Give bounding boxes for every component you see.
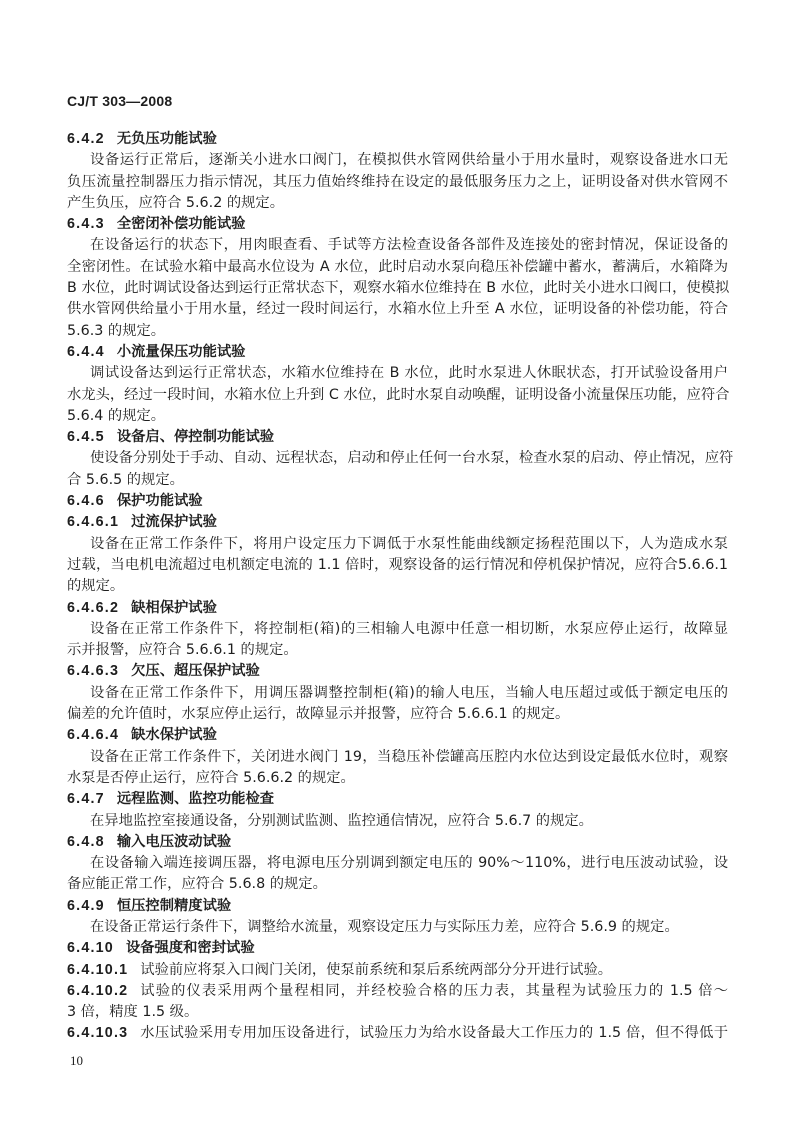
section-number: 6.4.6.1 — [67, 514, 120, 531]
section-title: 全密闭补偿功能试验 — [116, 216, 246, 233]
section-6-4-10-1 — [67, 960, 728, 981]
section-6-4-2 — [67, 129, 728, 214]
section-heading — [67, 598, 728, 619]
paragraph-line: 设备运行正常后，逐渐关小进水口阀门，在模拟供水管网供给量小于用水量时，观察设备进水口无 — [90, 152, 728, 169]
document-body — [67, 129, 734, 1045]
clause-first-line — [67, 1023, 728, 1044]
paragraph-line: 在设备运行的状态下，用肉眼查看、手试等方法检查设备各部件及连接处的密封情况，保证设备的 — [90, 237, 728, 254]
paragraph-line: 负压流量控制器压力指示情况，其压力值始终维持在设定的最低服务压力之上，证明设备对供水管网不 — [67, 173, 728, 190]
paragraph-line: 水泵是否停止运行，应符合 5.6.6.2 的规定。 — [67, 769, 355, 786]
paragraph-line: 在设备正常运行条件下，调整给水流量，观察设定压力与实际压力差，应符合 5.6.9 的规定。 — [90, 918, 679, 935]
paragraph-line: 水龙头，经过一段时间，水箱水位上升到 C 水位，此时水泵自动唤醒，证明设备小流量保压功能，应符合 — [67, 386, 730, 403]
section-heading — [67, 661, 728, 682]
section-6-4-4 — [67, 342, 728, 427]
section-heading — [67, 491, 728, 512]
section-title: 缺相保护试验 — [131, 599, 217, 616]
clause-number: 6.4.10.1 — [67, 961, 129, 978]
paragraph-line: 在异地监控室接通设备，分别测试监测、监控通信情况，应符合 5.6.7 的规定。 — [90, 812, 593, 829]
section-6-4-6 — [67, 491, 728, 512]
paragraph-line: 偏差的允许值时，水泵应停止运行，故障显示并报警，应符合 5.6.6.1 的规定。 — [67, 706, 570, 723]
section-title: 远程监测、监控功能检查 — [116, 791, 275, 808]
section-title: 缺水保护试验 — [131, 727, 217, 744]
paragraph-line: 产生负压，应符合 5.6.2 的规定。 — [67, 194, 285, 211]
paragraph-line: 全密闭性。在试验水箱中最高水位设为 A 水位，此时启动水泵向稳压补偿罐中蓄水，蓄满后，水箱降为 — [67, 258, 728, 275]
section-heading — [67, 214, 728, 235]
paragraph-line: 5.6.3 的规定。 — [67, 322, 166, 339]
section-number: 6.4.9 — [67, 897, 105, 914]
section-number: 6.4.6 — [67, 493, 105, 510]
section-heading — [67, 832, 728, 853]
clause-text: 试验前应将泵入口阀门关闭，使泵前系统和泵后系统两部分分开进行试验。 — [140, 961, 613, 978]
section-title: 设备启、停控制功能试验 — [116, 429, 275, 446]
section-6-4-6-1 — [67, 512, 728, 597]
section-6-4-10 — [67, 938, 728, 959]
section-heading — [67, 789, 728, 810]
paragraph-line: 调试设备达到运行正常状态，水箱水位维持在 B 水位，此时水泵进人休眠状态，打开试验设备用户 — [90, 365, 728, 382]
section-heading — [67, 725, 728, 746]
section-number: 6.4.5 — [67, 429, 105, 446]
section-number: 6.4.2 — [67, 131, 105, 147]
paragraph-line: 设备在正常工作条件下，关闭进水阀门 19，当稳压补偿罐高压腔内水位达到设定最低水位时，观察 — [90, 748, 728, 765]
clause-first-line — [67, 981, 728, 1002]
section-number: 6.4.7 — [67, 791, 105, 808]
clause-first-line — [67, 960, 728, 981]
clause-text-line: 3 倍，精度 1.5 级。 — [67, 1004, 199, 1021]
paragraph-line: 在设备输入端连接调压器，将电源电压分别调到额定电压的 90%～110%，进行电压波动试验，设 — [90, 855, 728, 872]
section-number: 6.4.8 — [67, 833, 105, 850]
section-6-4-5 — [67, 427, 734, 491]
section-6-4-8 — [67, 832, 728, 896]
paragraph-line: 5.6.4 的规定。 — [67, 407, 166, 424]
section-number: 6.4.3 — [67, 216, 105, 233]
section-title: 恒压控制精度试验 — [116, 897, 232, 914]
section-heading — [67, 512, 728, 533]
section-title: 过流保护试验 — [131, 514, 217, 531]
section-number: 6.4.6.3 — [67, 663, 120, 680]
section-title: 设备强度和密封试验 — [125, 940, 255, 957]
paragraph-line: 供水管网供给量小于用水量，经过一段时间运行，水箱水位上升至 A 水位，证明设备的补偿功能，符合 — [67, 301, 728, 318]
section-title: 欠压、超压保护试验 — [131, 663, 260, 680]
clause-text: 水压试验采用专用加压设备进行，试验压力为给水设备最大工作压力的 1.5 倍，但不得低于 — [140, 1025, 728, 1042]
section-number: 6.4.6.4 — [67, 727, 120, 744]
section-number: 6.4.10 — [67, 940, 114, 957]
section-6-4-6-3 — [67, 661, 728, 725]
paragraph-line: 过载，当电机电流超过电机额定电流的 1.1 倍时，观察设备的运行情况和停机保护情况，应符合5.6.6.1 — [67, 556, 728, 573]
paragraph-line: 示并报警，应符合 5.6.6.1 的规定。 — [67, 642, 298, 659]
section-heading — [67, 342, 728, 363]
clause-text: 试验的仪表采用两个量程相同，并经校验合格的压力表，其量程为试验压力的 1.5 倍～ — [140, 982, 728, 999]
section-6-4-9 — [67, 896, 728, 939]
section-6-4-7 — [67, 789, 728, 832]
standard-code-header: CJ/T 303—2008 — [67, 93, 173, 109]
page-number: 10 — [70, 1053, 83, 1068]
section-6-4-6-2 — [67, 598, 728, 662]
section-number: 6.4.4 — [67, 343, 105, 360]
section-6-4-6-4 — [67, 725, 728, 789]
clause-number: 6.4.10.3 — [67, 1025, 129, 1042]
section-title: 输入电压波动试验 — [116, 833, 232, 850]
section-title: 小流量保压功能试验 — [116, 343, 246, 360]
paragraph-line: 设备在正常工作条件下，用调压器调整控制柜(箱)的输人电压，当输人电压超过或低于额定电压的 — [90, 684, 728, 701]
section-heading — [67, 129, 728, 150]
paragraph-line: 设备在正常工作条件下，将控制柜(箱)的三相输人电源中任意一相切断，水泵应停止运行，故障显 — [90, 620, 728, 637]
clause-number: 6.4.10.2 — [67, 982, 129, 999]
section-6-4-10-2 — [67, 981, 728, 1024]
paragraph-line: 使设备分别处于手动、自动、远程状态，启动和停止任何一台水泵，检查水泵的启动、停止情况，应符 — [90, 450, 734, 467]
section-heading — [67, 938, 728, 959]
section-6-4-10-3 — [67, 1023, 728, 1044]
section-title: 无负压功能试验 — [116, 131, 217, 147]
paragraph-line: 合 5.6.5 的规定。 — [67, 471, 184, 488]
section-6-4-3 — [67, 214, 728, 342]
paragraph-line: 的规定。 — [67, 578, 125, 595]
paragraph-line: 备应能正常工作，应符合 5.6.8 的规定。 — [67, 876, 327, 893]
paragraph-line: 设备在正常工作条件下，将用户设定压力下调低于水泵性能曲线额定扬程范围以下，人为造成水泵 — [90, 535, 728, 552]
section-number: 6.4.6.2 — [67, 599, 120, 616]
section-heading — [67, 427, 728, 448]
section-title: 保护功能试验 — [116, 493, 203, 510]
paragraph-line: B 水位，此时调试设备达到运行正常状态下，观察水箱水位维持在 B 水位，此时关小进水口阀口，使模拟 — [67, 280, 730, 297]
section-heading — [67, 896, 728, 917]
